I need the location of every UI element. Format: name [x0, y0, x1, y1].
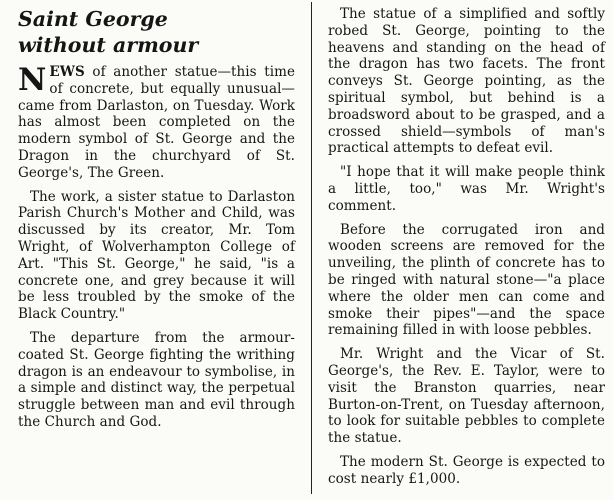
headline [18, 6, 295, 58]
paragraph-3: The departure from the armour-coated St. George fighting the writhing dragon is an endeavour to symbolise, in a simple and distinct way, the perpetual struggle between man and evil through the Church and God. [18, 329, 295, 430]
paragraph-1-text: of another statue—this time of concrete, but equally unusual—came from Darlaston, on Tuesday. Work has almost been completed on the modern symbol of St. George and the Dragon in the churchyard of St. George's, The Green. [18, 64, 295, 181]
headline-line-2: without armour [18, 33, 199, 57]
paragraph-2: The work, a sister statue to Darlaston Parish Church's Mother and Child, was discussed by its creator, Mr. Tom Wright, of Wolverhampton College of Art. "This St. George," he said, "is a concrete one, and grey because it will be less troubled by the smoke of the Black Country." [18, 188, 295, 323]
column-divider [311, 2, 312, 494]
lead-word: EWS [49, 64, 85, 80]
drop-cap: N [18, 62, 47, 98]
right-column [318, 0, 613, 495]
paragraph-7: Mr. Wright and the Vicar of St. George's, the Rev. E. Taylor, were to visit the Branston quarries, near Burton-on-Trent, on Tuesday afternoon, to look for suitable pebbles to complete the statue. [328, 346, 605, 447]
paragraph-6: Before the corrugated iron and wooden screens are removed for the unveiling, the plinth of concrete has to be ringed with natural stone—"a place where the older men can come and smoke their pipes"—and the space remaining filled in with loose pebbles. [328, 221, 605, 339]
headline-line-1: Saint George [18, 7, 168, 31]
paragraph-5: "I hope that it will make people think a little, too," was Mr. Wright's comment. [328, 164, 605, 214]
left-column [0, 0, 306, 438]
paragraph-4: The statue of a simplified and softly robed St. George, pointing to the heavens and standing on the head of the dragon has two facets. The front conveys St. George pointing, as the spiritual symbol, but behind is a broadsword about to be grasped, and a crossed shield—symbols of man's practical attempts to defeat evil. [328, 6, 605, 157]
paragraph-8: The modern St. George is expected to cost nearly £1,000. [328, 453, 605, 487]
paragraph-1 [18, 64, 295, 182]
